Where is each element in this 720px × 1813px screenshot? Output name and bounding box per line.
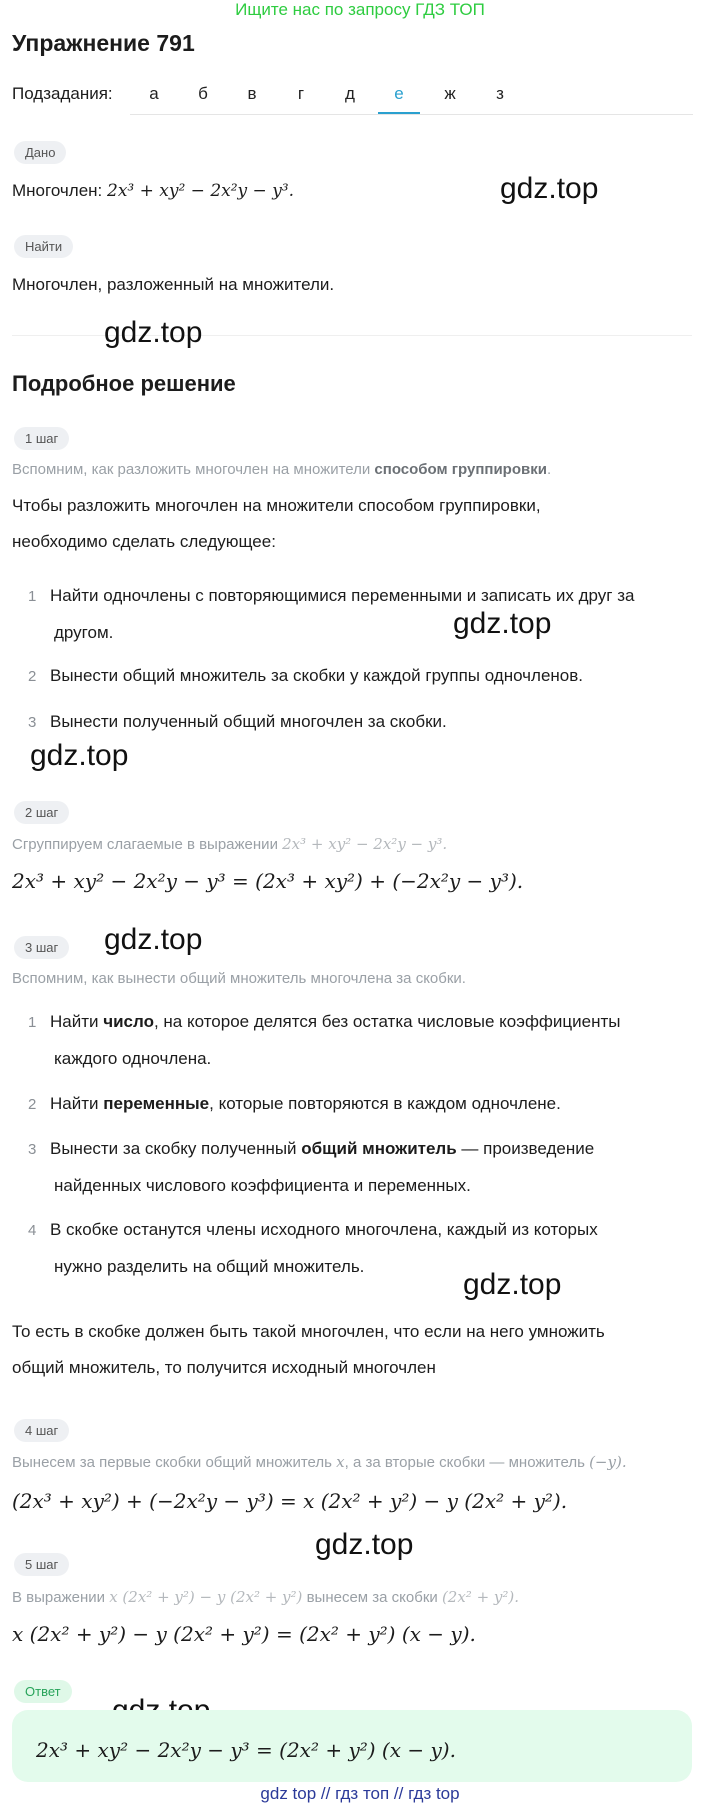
- list-number: 4: [28, 1222, 37, 1239]
- list-text-cont: найденных числового коэффициента и переменных.: [54, 1176, 471, 1195]
- list-item: [28, 1004, 698, 1077]
- tab-v[interactable]: в: [247, 84, 257, 103]
- step2-equation: 2x³ + xy² − 2x²y − y³ = (2x³ + xy²) + (−2x²y − y³).: [12, 869, 524, 893]
- step2-hint: [12, 835, 447, 853]
- step5-hint-factor: (2x² + y²).: [441, 1588, 520, 1606]
- solution-title: Подробное решение: [12, 371, 236, 396]
- tab-zh[interactable]: ж: [444, 84, 456, 103]
- step4-hint-y: (−y).: [589, 1453, 627, 1471]
- list-bold: переменные: [103, 1094, 210, 1113]
- list-post: — произведение: [456, 1139, 595, 1158]
- watermark: gdz.top: [30, 739, 129, 772]
- subtasks-label: Подзадания:: [12, 84, 113, 103]
- list-post: , которые повторяются в каждом одночлене.: [209, 1094, 561, 1113]
- step5-equation: x (2x² + y²) − y (2x² + y²) = (2x² + y²) (x − y).: [12, 1622, 476, 1646]
- step1-hint-bold: способом группировки: [374, 461, 547, 478]
- tab-g[interactable]: г: [297, 84, 305, 103]
- list-pre: Найти: [50, 1094, 104, 1113]
- watermark: gdz.top: [463, 1268, 562, 1301]
- list-item: [28, 578, 698, 651]
- find-text: Многочлен, разложенный на множители.: [12, 275, 335, 294]
- step1-hint-suffix: .: [546, 461, 552, 478]
- step1-intro-2: необходимо сделать следующее:: [12, 532, 276, 551]
- list-post: , на которое делятся без остатка числовые коэффициенты: [153, 1012, 621, 1031]
- tabs-divider: [130, 114, 693, 115]
- tab-z[interactable]: з: [496, 84, 504, 103]
- step2-hint-text: Сгруппируем слагаемые в выражении: [12, 836, 278, 853]
- step1-intro-1: Чтобы разложить многочлен на множители способом группировки,: [12, 496, 541, 515]
- step1-hint: [12, 461, 551, 478]
- watermark: gdz.top: [500, 172, 599, 205]
- step4-hint-b: , а за вторые скобки — множитель: [344, 1454, 585, 1471]
- list-text: Вынести общий множитель за скобки у каждой группы одночленов.: [50, 666, 584, 685]
- step4-hint-a: Вынесем за первые скобки общий множитель: [12, 1454, 332, 1471]
- list-text: Найти одночлены с повторяющимися переменными и записать их друг за: [50, 586, 635, 605]
- answer-badge: Ответ: [14, 1680, 72, 1703]
- list-item: [28, 658, 698, 695]
- given-line: [12, 173, 294, 209]
- tab-b[interactable]: б: [198, 84, 208, 103]
- step3-hint: Вспомним, как вынести общий множитель многочлена за скобки.: [12, 970, 466, 987]
- top-banner[interactable]: Ищите нас по запросу ГДЗ ТОП: [235, 0, 485, 19]
- watermark: gdz.top: [315, 1528, 414, 1561]
- step2-badge: 2 шаг: [14, 801, 69, 824]
- list-pre: Вынести за скобку полученный: [50, 1139, 302, 1158]
- list-item: [28, 704, 698, 741]
- list-bold: общий множитель: [301, 1139, 457, 1158]
- footer-links[interactable]: gdz top // гдз топ // гдз top: [260, 1784, 460, 1803]
- list-text-cont: другом.: [54, 623, 114, 642]
- list-number: 2: [28, 668, 37, 685]
- list-number: 3: [28, 1141, 37, 1158]
- answer-equation: 2x³ + xy² − 2x²y − y³ = (2x² + y²) (x − y).: [36, 1738, 456, 1762]
- page-title: Упражнение 791: [12, 30, 195, 56]
- step5-badge: 5 шаг: [14, 1553, 69, 1576]
- list-pre: В скобке останутся члены исходного многочлена, каждый из которых: [50, 1220, 598, 1239]
- step5-hint-expr: x (2x² + y²) − y (2x² + y²): [109, 1588, 303, 1606]
- step2-hint-expr: 2x³ + xy² − 2x²y − y³.: [282, 835, 448, 853]
- given-badge: Дано: [14, 141, 66, 164]
- step5-hint: [12, 1588, 519, 1606]
- step3-outro-2: общий множитель, то получится исходный многочлен: [12, 1358, 436, 1377]
- list-number: 2: [28, 1096, 37, 1113]
- tab-e[interactable]: е: [394, 84, 404, 103]
- list-item: [28, 1212, 698, 1285]
- list-item: [28, 1131, 698, 1204]
- step4-badge: 4 шаг: [14, 1419, 69, 1442]
- tab-a[interactable]: а: [149, 84, 159, 103]
- list-item: [28, 1086, 698, 1123]
- watermark: gdz.top: [453, 607, 552, 640]
- watermark: gdz.top: [104, 923, 203, 956]
- step4-hint-x: x: [336, 1453, 345, 1471]
- list-number: 3: [28, 714, 37, 731]
- list-number: 1: [28, 1014, 37, 1031]
- step5-hint-b: вынесем за скобки: [306, 1589, 438, 1606]
- step1-hint-text: Вспомним, как разложить многочлен на множители: [12, 461, 371, 478]
- step4-equation: (2x³ + xy²) + (−2x²y − y³) = x (2x² + y²) − y (2x² + y²).: [12, 1489, 568, 1513]
- given-label: Многочлен:: [12, 181, 103, 200]
- watermark: gdz.top: [104, 316, 203, 349]
- given-poly: 2x³ + xy² − 2x²y − y³.: [107, 181, 295, 201]
- list-text: Вынести полученный общий многочлен за скобки.: [50, 712, 447, 731]
- tab-d[interactable]: д: [345, 84, 355, 103]
- active-tab-indicator: [378, 112, 420, 114]
- list-pre: Найти: [50, 1012, 104, 1031]
- step3-outro-1: То есть в скобке должен быть такой многочлен, что если на него умножить: [12, 1322, 605, 1341]
- step3-badge: 3 шаг: [14, 936, 69, 959]
- list-text-cont: каждого одночлена.: [54, 1049, 212, 1068]
- step4-hint: [12, 1453, 627, 1471]
- step5-hint-a: В выражении: [12, 1589, 106, 1606]
- list-bold: число: [103, 1012, 154, 1031]
- find-badge: Найти: [14, 235, 73, 258]
- list-text-cont: нужно разделить на общий множитель.: [54, 1257, 365, 1276]
- step1-badge: 1 шаг: [14, 427, 69, 450]
- list-number: 1: [28, 588, 37, 605]
